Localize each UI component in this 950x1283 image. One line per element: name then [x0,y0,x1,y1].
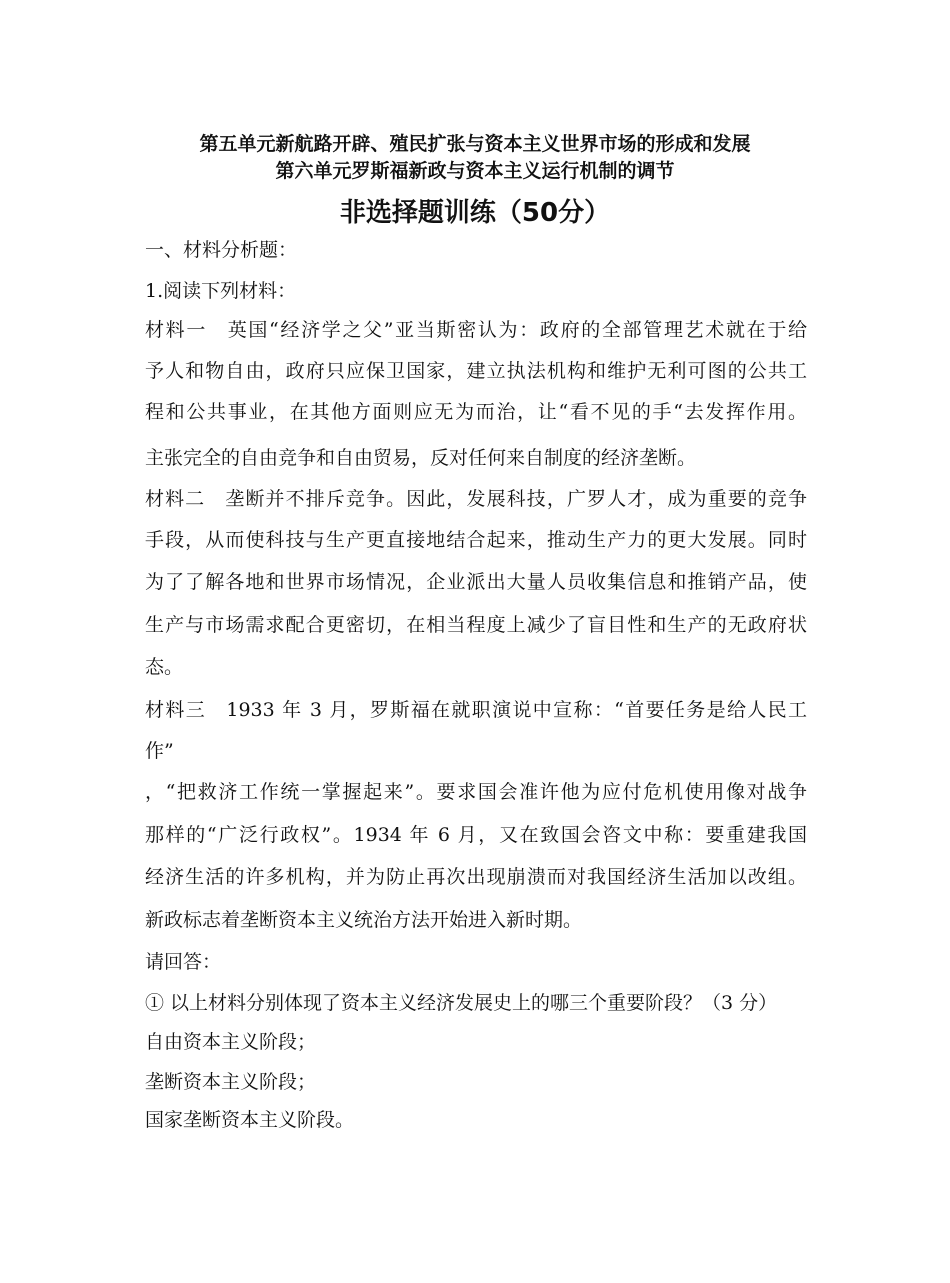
material2-line-5: 态。 [145,656,184,678]
unit6-title: 第六单元罗斯福新政与资本主义运行机制的调节 [275,160,675,182]
exercise-title: 非选择题训练（50分） [339,198,611,228]
answer-2: 垄断资本主义阶段； [145,1071,317,1093]
material3-line-3: ，“把救济工作统一掌握起来”。要求国会准许他为应付危机使用像对战争 [145,781,807,803]
section-heading: 一、材料分析题： [145,239,298,261]
material1-line-2: 予人和物自由，政府只应保卫国家，建立执法机构和维护无利可图的公共工 [145,360,807,382]
material2-line-1: 材料二 垄断并不排斥竞争。因此，发展科技，广罗人才，成为重要的竞争 [145,488,807,510]
material3-line-1: 材料三 1933 年 3 月，罗斯福在就职演说中宣称：“首要任务是给人民工 [145,699,807,721]
material2-line-2: 手段，从而使科技与生产更直接地结合起来，推动生产力的更大发展。同时 [145,529,807,551]
answer-1: 自由资本主义阶段； [145,1031,317,1053]
material3-line-2: 作” [145,740,174,762]
answer-3: 国家垄断资本主义阶段。 [145,1109,355,1131]
material3-line-6: 新政标志着垄断资本主义统治方法开始进入新时期。 [145,909,583,931]
question-intro: 1.阅读下列材料： [145,280,297,302]
material3-line-5: 经济生活的许多机构，并为防止再次出现崩溃而对我国经济生活加以改组。 [145,866,807,888]
material1-line-1: 材料一 英国“经济学之父”亚当斯密认为：政府的全部管理艺术就在于给 [145,319,807,341]
material2-line-4: 生产与市场需求配合更密切，在相当程度上减少了盲目性和生产的无政府状 [145,614,807,636]
unit5-title: 第五单元新航路开辟、殖民扩张与资本主义世界市场的形成和发展 [199,133,751,155]
material3-line-4: 那样的“广泛行政权”。1934 年 6 月，又在致国会咨文中称：要重建我国 [145,824,807,846]
material1-line-3: 程和公共事业，在其他方面则应无为而治，让“看不见的手“去发挥作用。 [145,401,807,423]
material2-line-3: 为了了解各地和世界市场情况，企业派出大量人员收集信息和推销产品，使 [145,571,807,593]
question-1: ① 以上材料分别体现了资本主义经济发展史上的哪三个重要阶段？（3 分） [145,992,778,1014]
answer-prompt: 请回答： [145,951,222,973]
material1-line-4: 主张完全的自由竞争和自由贸易，反对任何来自制度的经济垄断。 [145,447,697,469]
